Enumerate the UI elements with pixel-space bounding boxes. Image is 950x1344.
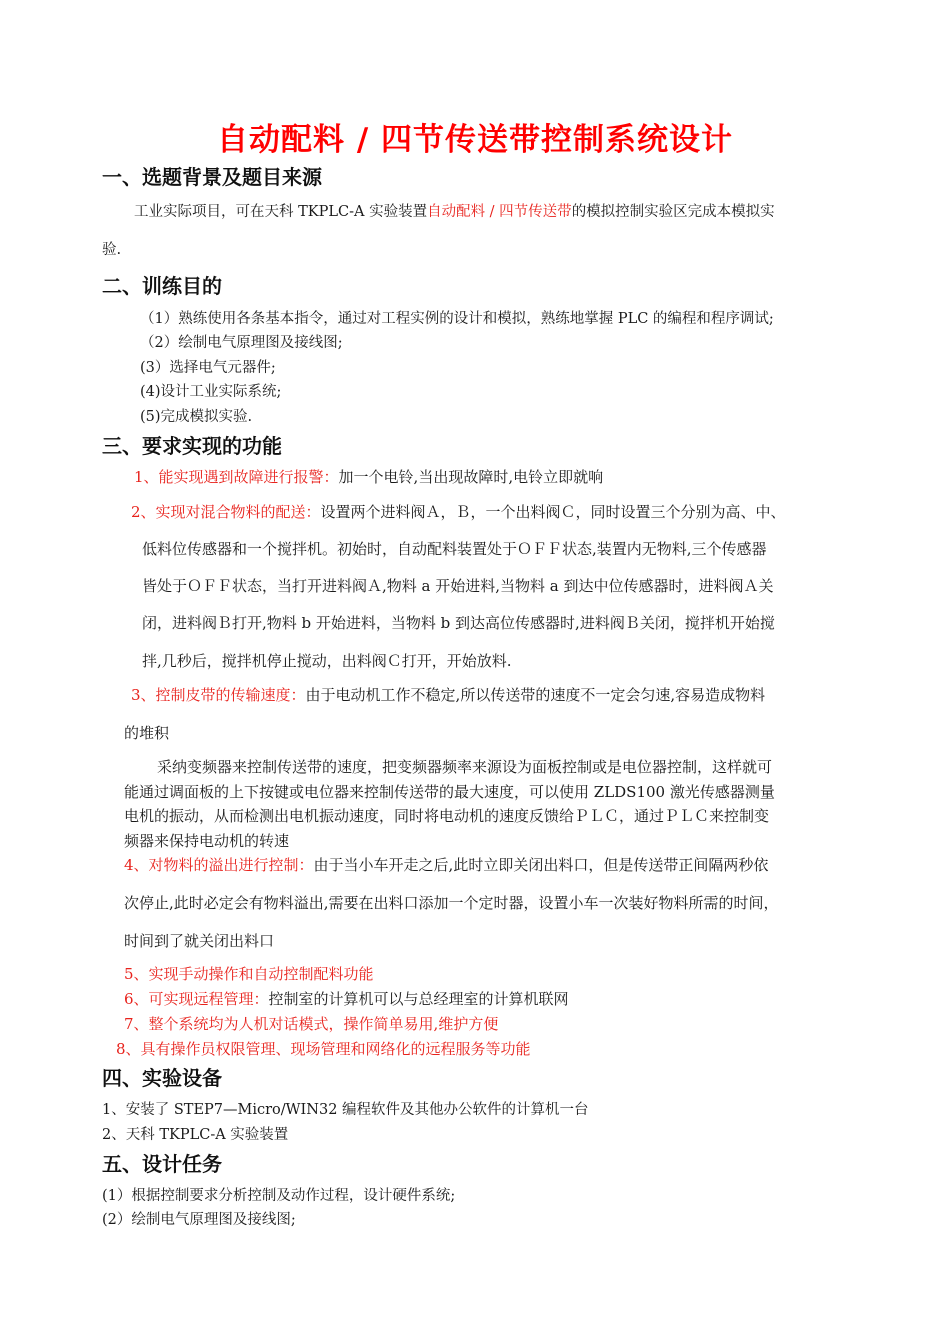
function-2-line: 皆处于ＯＦＦ状态，当打开进料阀Ａ,物料 a 开始进料,当物料 a 到达中位传感器时，进料阀Ａ关 (142, 577, 774, 595)
function-6-label: 6、可实现远程管理： (124, 990, 269, 1008)
function-3-paragraph-line: 采纳变频器来控制传送带的速度，把变频器频率来源设为面板控制或是电位器控制，这样就可 (157, 758, 773, 776)
task-item: (2）绘制电气原理图及接线图; (102, 1212, 296, 1228)
equipment-item: 2、天科 TKPLC-A 实验装置 (102, 1127, 289, 1143)
function-2-line: 拌,几秒后，搅拌机停止搅动，出料阀Ｃ打开，开始放料. (142, 652, 512, 670)
function-1-text: 加一个电铃,当出现故障时,电铃立即就响 (338, 468, 604, 486)
section-1-text-a: 工业实际项目，可在天科 TKPLC-A 实验装置 (134, 204, 428, 220)
function-2-line: 闭，进料阀Ｂ打开,物料 b 开始进料，当物料 b 到达高位传感器时,进料阀Ｂ关闭，搅拌机开始搅 (142, 614, 775, 632)
function-6-text: 控制室的计算机可以与总经理室的计算机联网 (268, 990, 569, 1008)
function-1 (134, 467, 603, 487)
section-5-heading: 五、设计任务 (102, 1152, 222, 1176)
function-5: 5、实现手动操作和自动控制配料功能 (124, 965, 374, 983)
section-1-text-c: 验. (102, 242, 122, 258)
training-item: (5)完成模拟实验. (140, 409, 253, 425)
section-2-heading: 二、训练目的 (102, 274, 222, 298)
function-3-text: 由于电动机工作不稳定,所以传送带的速度不一定会匀速,容易造成物料 (305, 686, 766, 704)
section-3-heading: 三、要求实现的功能 (102, 434, 282, 458)
function-3-paragraph-line: 电机的振动，从而检测出电机振动速度，同时将电动机的速度反馈给ＰＬＣ，通过ＰＬＣ来控制变 (124, 807, 770, 825)
function-4-line: 次停止,此时必定会有物料溢出,需要在出料口添加一个定时器，设置小车一次装好物料所需的时间， (124, 894, 779, 912)
function-8: 8、具有操作员权限管理、现场管理和网络化的远程服务等功能 (116, 1040, 531, 1058)
function-2 (131, 502, 786, 522)
equipment-item: 1、安装了 STEP7—Micro/WIN32 编程软件及其他办公软件的计算机一台 (102, 1102, 589, 1118)
function-2-line: 低料位传感器和一个搅拌机。初始时，自动配料装置处于ＯＦＦ状态,装置内无物料,三个传感器 (142, 540, 767, 558)
function-1-label: 1、能实现遇到故障进行报警： (134, 468, 339, 486)
function-3 (131, 685, 765, 705)
function-4-label: 4、对物料的溢出进行控制： (124, 856, 314, 874)
training-item: （2）绘制电气原理图及接线图; (140, 335, 343, 351)
training-item: （1）熟练使用各条基本指令，通过对工程实例的设计和模拟，熟练地掌握 PLC 的编程和程序调试; (140, 311, 774, 327)
document-title: 自动配料 / 四节传送带控制系统设计 (217, 122, 733, 158)
function-2-label: 2、实现对混合物料的配送： (131, 503, 321, 521)
section-1-text-b: 的模拟控制实验区完成本模拟实 (571, 204, 775, 220)
function-3-label: 3、控制皮带的传输速度： (131, 686, 306, 704)
training-item: (4)设计工业实际系统; (140, 384, 282, 400)
function-3-line: 的堆积 (124, 724, 170, 742)
function-4-text: 由于当小车开走之后,此时立即关闭出料口，但是传送带正间隔两秒依 (313, 856, 769, 874)
function-3-paragraph-line: 频器来保持电动机的转速 (124, 832, 290, 850)
function-3-paragraph-line: 能通过调面板的上下按键或电位器来控制传送带的最大速度，可以使用 ZLDS100 激光传感器测量 (124, 783, 775, 801)
task-item: (1）根据控制要求分析控制及动作过程，设计硬件系统; (102, 1188, 456, 1204)
function-2-text: 设置两个进料阀Ａ，Ｂ，一个出料阀Ｃ，同时设置三个分别为高、中、 (320, 503, 786, 521)
function-6 (124, 989, 569, 1009)
section-1-text-highlight: 自动配料 / 四节传送带 (427, 204, 572, 220)
function-7: 7、整个系统均为人机对话模式，操作简单易用,维护方便 (124, 1015, 499, 1033)
section-1-paragraph (134, 202, 775, 222)
training-item: (3）选择电气元器件; (140, 360, 276, 376)
function-4 (124, 855, 768, 875)
function-4-line: 时间到了就关闭出料口 (124, 932, 275, 950)
section-1-heading: 一、选题背景及题目来源 (102, 165, 322, 189)
section-4-heading: 四、实验设备 (102, 1066, 222, 1090)
